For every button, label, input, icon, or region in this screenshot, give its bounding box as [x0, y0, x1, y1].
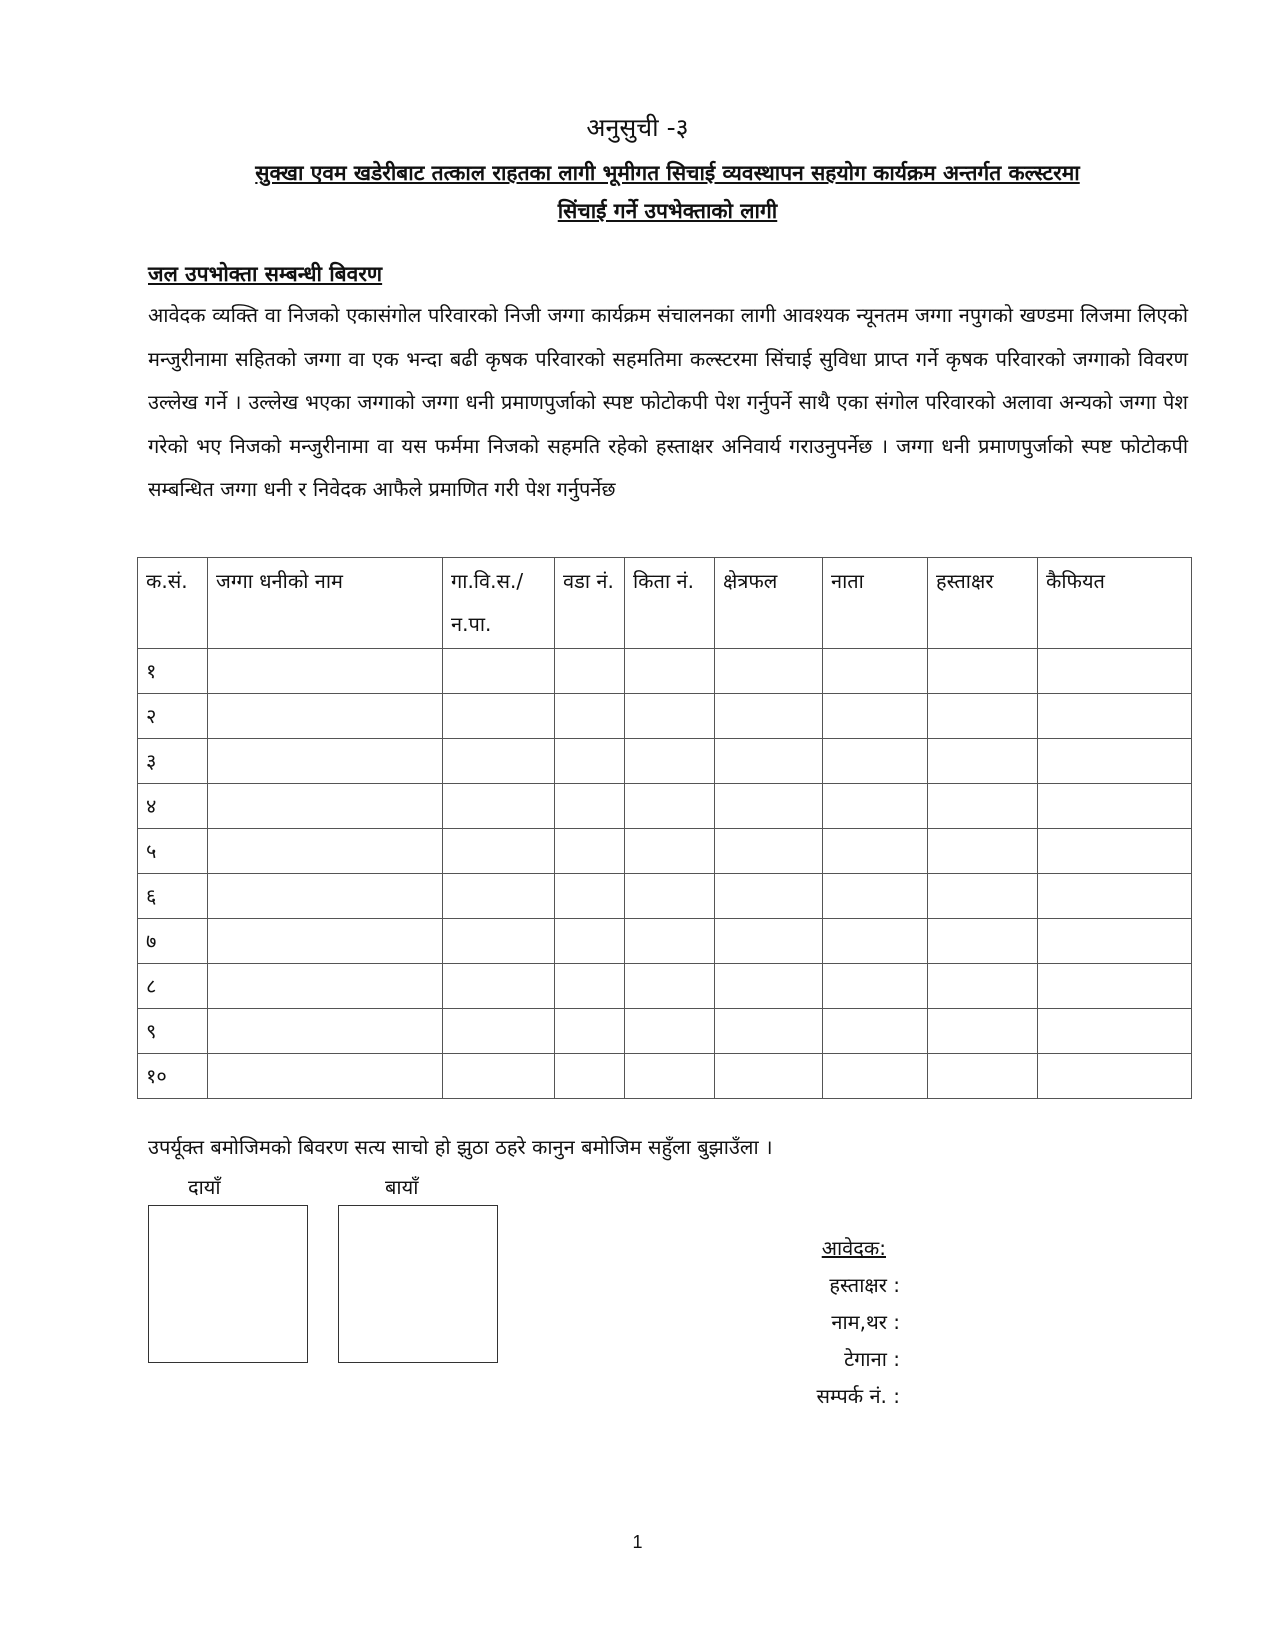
empty-cell[interactable]	[625, 694, 715, 739]
table-row	[138, 784, 1192, 829]
empty-cell[interactable]	[208, 739, 443, 784]
serial-cell: ४	[138, 784, 208, 829]
serial-cell: ७	[138, 919, 208, 964]
empty-cell[interactable]	[625, 964, 715, 1009]
left-thumbprint-box	[338, 1205, 498, 1363]
empty-cell[interactable]	[208, 784, 443, 829]
table-row	[138, 874, 1192, 919]
applicant-heading: आवेदक:	[821, 1236, 886, 1260]
table-row	[138, 739, 1192, 784]
empty-cell[interactable]	[555, 784, 625, 829]
empty-cell[interactable]	[555, 964, 625, 1009]
serial-cell: १	[138, 649, 208, 694]
empty-cell[interactable]	[715, 649, 823, 694]
empty-cell[interactable]	[1038, 829, 1192, 874]
empty-cell[interactable]	[555, 649, 625, 694]
header-plot-no: किता नं.	[625, 558, 715, 649]
applicant-contact-field: सम्पर्क नं. :	[816, 1384, 900, 1408]
empty-cell[interactable]	[1038, 919, 1192, 964]
empty-cell[interactable]	[823, 739, 928, 784]
table-row	[138, 964, 1192, 1009]
schedule-title: अनुसुची -३	[586, 113, 689, 142]
document-title-line-1: सुक्खा एवम खडेरीबाट तत्काल राहतका लागी भूमीगत सिचाई व्यवस्थापन सहयोग कार्यक्रम अन्तर्गत कल्स्टरमा	[255, 161, 1080, 185]
empty-cell[interactable]	[715, 919, 823, 964]
empty-cell[interactable]	[555, 739, 625, 784]
document-title	[150, 154, 1185, 230]
empty-cell[interactable]	[928, 874, 1038, 919]
right-thumbprint-box	[148, 1205, 308, 1363]
empty-cell[interactable]	[625, 919, 715, 964]
empty-cell[interactable]	[1038, 1054, 1192, 1099]
empty-cell[interactable]	[1038, 964, 1192, 1009]
applicant-address-field: टेगाना :	[844, 1347, 900, 1371]
header-ward-no: वडा नं.	[555, 558, 625, 649]
empty-cell[interactable]	[823, 1009, 928, 1054]
empty-cell[interactable]	[1038, 784, 1192, 829]
declaration-text: उपर्यूक्त बमोजिमको बिवरण सत्य साचो हो झुठा ठहरे कानुन बमोजिम सहुँला बुझाउँला ।	[148, 1135, 773, 1159]
empty-cell[interactable]	[715, 784, 823, 829]
serial-cell: ५	[138, 829, 208, 874]
left-thumb-label: बायाँ	[385, 1175, 419, 1199]
table-row	[138, 1054, 1192, 1099]
table-row	[138, 649, 1192, 694]
empty-cell[interactable]	[928, 919, 1038, 964]
empty-cell[interactable]	[555, 694, 625, 739]
applicant-block	[740, 1230, 900, 1415]
empty-cell[interactable]	[208, 694, 443, 739]
empty-cell[interactable]	[625, 829, 715, 874]
empty-cell[interactable]	[1038, 1009, 1192, 1054]
empty-cell[interactable]	[715, 829, 823, 874]
empty-cell[interactable]	[625, 784, 715, 829]
header-signature: हस्ताक्षर	[928, 558, 1038, 649]
applicant-name-field: नाम,थर :	[831, 1310, 900, 1334]
empty-cell[interactable]	[443, 694, 555, 739]
empty-cell[interactable]	[443, 739, 555, 784]
empty-cell[interactable]	[208, 1009, 443, 1054]
header-vdc-municipality: गा.वि.स./ न.पा.	[443, 558, 555, 649]
empty-cell[interactable]	[208, 829, 443, 874]
empty-cell[interactable]	[555, 919, 625, 964]
empty-cell[interactable]	[823, 1054, 928, 1099]
empty-cell[interactable]	[208, 874, 443, 919]
empty-cell[interactable]	[715, 874, 823, 919]
empty-cell[interactable]	[555, 1009, 625, 1054]
empty-cell[interactable]	[555, 874, 625, 919]
empty-cell[interactable]	[715, 739, 823, 784]
serial-cell: ६	[138, 874, 208, 919]
empty-cell[interactable]	[625, 1054, 715, 1099]
empty-cell[interactable]	[443, 1054, 555, 1099]
empty-cell[interactable]	[1038, 739, 1192, 784]
empty-cell[interactable]	[928, 1009, 1038, 1054]
header-area: क्षेत्रफल	[715, 558, 823, 649]
empty-cell[interactable]	[715, 694, 823, 739]
section-heading: जल उपभोक्ता सम्बन्धी बिवरण	[148, 262, 383, 286]
page-number: 1	[632, 1532, 643, 1552]
empty-cell[interactable]	[555, 1054, 625, 1099]
table-row	[138, 919, 1192, 964]
empty-cell[interactable]	[823, 784, 928, 829]
empty-cell[interactable]	[823, 919, 928, 964]
empty-cell[interactable]	[715, 964, 823, 1009]
empty-cell[interactable]	[823, 964, 928, 1009]
empty-cell[interactable]	[823, 829, 928, 874]
empty-cell[interactable]	[625, 649, 715, 694]
empty-cell[interactable]	[443, 874, 555, 919]
right-thumb-label: दायाँ	[188, 1175, 221, 1199]
applicant-signature-field: हस्ताक्षर :	[829, 1273, 900, 1297]
header-remarks: कैफियत	[1038, 558, 1192, 649]
header-relation: नाता	[823, 558, 928, 649]
empty-cell[interactable]	[928, 1054, 1038, 1099]
empty-cell[interactable]	[1038, 874, 1192, 919]
empty-cell[interactable]	[443, 649, 555, 694]
empty-cell[interactable]	[625, 874, 715, 919]
empty-cell[interactable]	[823, 649, 928, 694]
empty-cell[interactable]	[928, 694, 1038, 739]
empty-cell[interactable]	[555, 829, 625, 874]
empty-cell[interactable]	[823, 694, 928, 739]
empty-cell[interactable]	[208, 964, 443, 1009]
document-title-line-2: सिंचाई गर्ने उपभेक्ताको लागी	[557, 199, 778, 223]
empty-cell[interactable]	[443, 1009, 555, 1054]
empty-cell[interactable]	[625, 739, 715, 784]
serial-cell: १०	[138, 1054, 208, 1099]
empty-cell[interactable]	[928, 739, 1038, 784]
land-details-table	[137, 557, 1192, 1099]
serial-cell: ९	[138, 1009, 208, 1054]
table-row	[138, 694, 1192, 739]
instructions-paragraph: आवेदक व्यक्ति वा निजको एकासंगोल परिवारको निजी जग्गा कार्यक्रम संचालनका लागी आवश्यक न्यूनतम जग्गा नपुगको खण्डमा लिजमा लिएको मन्जुरीनामा सहितको जग्गा वा एक भन्दा बढी कृषक परिवारको सहमतिमा कल्स्टरमा सिंचाई सुविधा प्राप्त गर्ने कृषक परिवारको जग्गाको विवरण उल्लेख गर्ने । उल्लेख भएका जग्गाको जग्गा धनी प्रमाणपुर्जाको स्पष्ट फोटोकपी पेश गर्नुपर्ने साथै एका संगोल परिवारको अलावा अन्यको जग्गा पेश गरेको भए निजको मन्जुरीनामा वा यस फर्ममा निजको सहमति रहेको हस्ताक्षर अनिवार्य गराउनुपर्नेछ । जग्गा धनी प्रमाणपुर्जाको स्पष्ट फोटोकपी सम्बन्धित जग्गा धनी र निवेदक आफैले प्रमाणित गरी पेश गर्नुपर्नेछ	[148, 303, 1188, 501]
empty-cell[interactable]	[928, 964, 1038, 1009]
empty-cell[interactable]	[208, 649, 443, 694]
table-header-row	[138, 558, 1192, 649]
empty-cell[interactable]	[208, 919, 443, 964]
header-owner-name: जग्गा धनीको नाम	[208, 558, 443, 649]
empty-cell[interactable]	[443, 964, 555, 1009]
empty-cell[interactable]	[625, 1009, 715, 1054]
empty-cell[interactable]	[715, 1054, 823, 1099]
empty-cell[interactable]	[443, 784, 555, 829]
empty-cell[interactable]	[208, 1054, 443, 1099]
table-row	[138, 1009, 1192, 1054]
empty-cell[interactable]	[443, 919, 555, 964]
empty-cell[interactable]	[928, 829, 1038, 874]
serial-cell: ३	[138, 739, 208, 784]
serial-cell: ८	[138, 964, 208, 1009]
serial-cell: २	[138, 694, 208, 739]
empty-cell[interactable]	[823, 874, 928, 919]
empty-cell[interactable]	[928, 784, 1038, 829]
empty-cell[interactable]	[715, 1009, 823, 1054]
table-row	[138, 829, 1192, 874]
empty-cell[interactable]	[443, 829, 555, 874]
empty-cell[interactable]	[928, 649, 1038, 694]
empty-cell[interactable]	[1038, 649, 1192, 694]
header-serial: क.सं.	[138, 558, 208, 649]
empty-cell[interactable]	[1038, 694, 1192, 739]
